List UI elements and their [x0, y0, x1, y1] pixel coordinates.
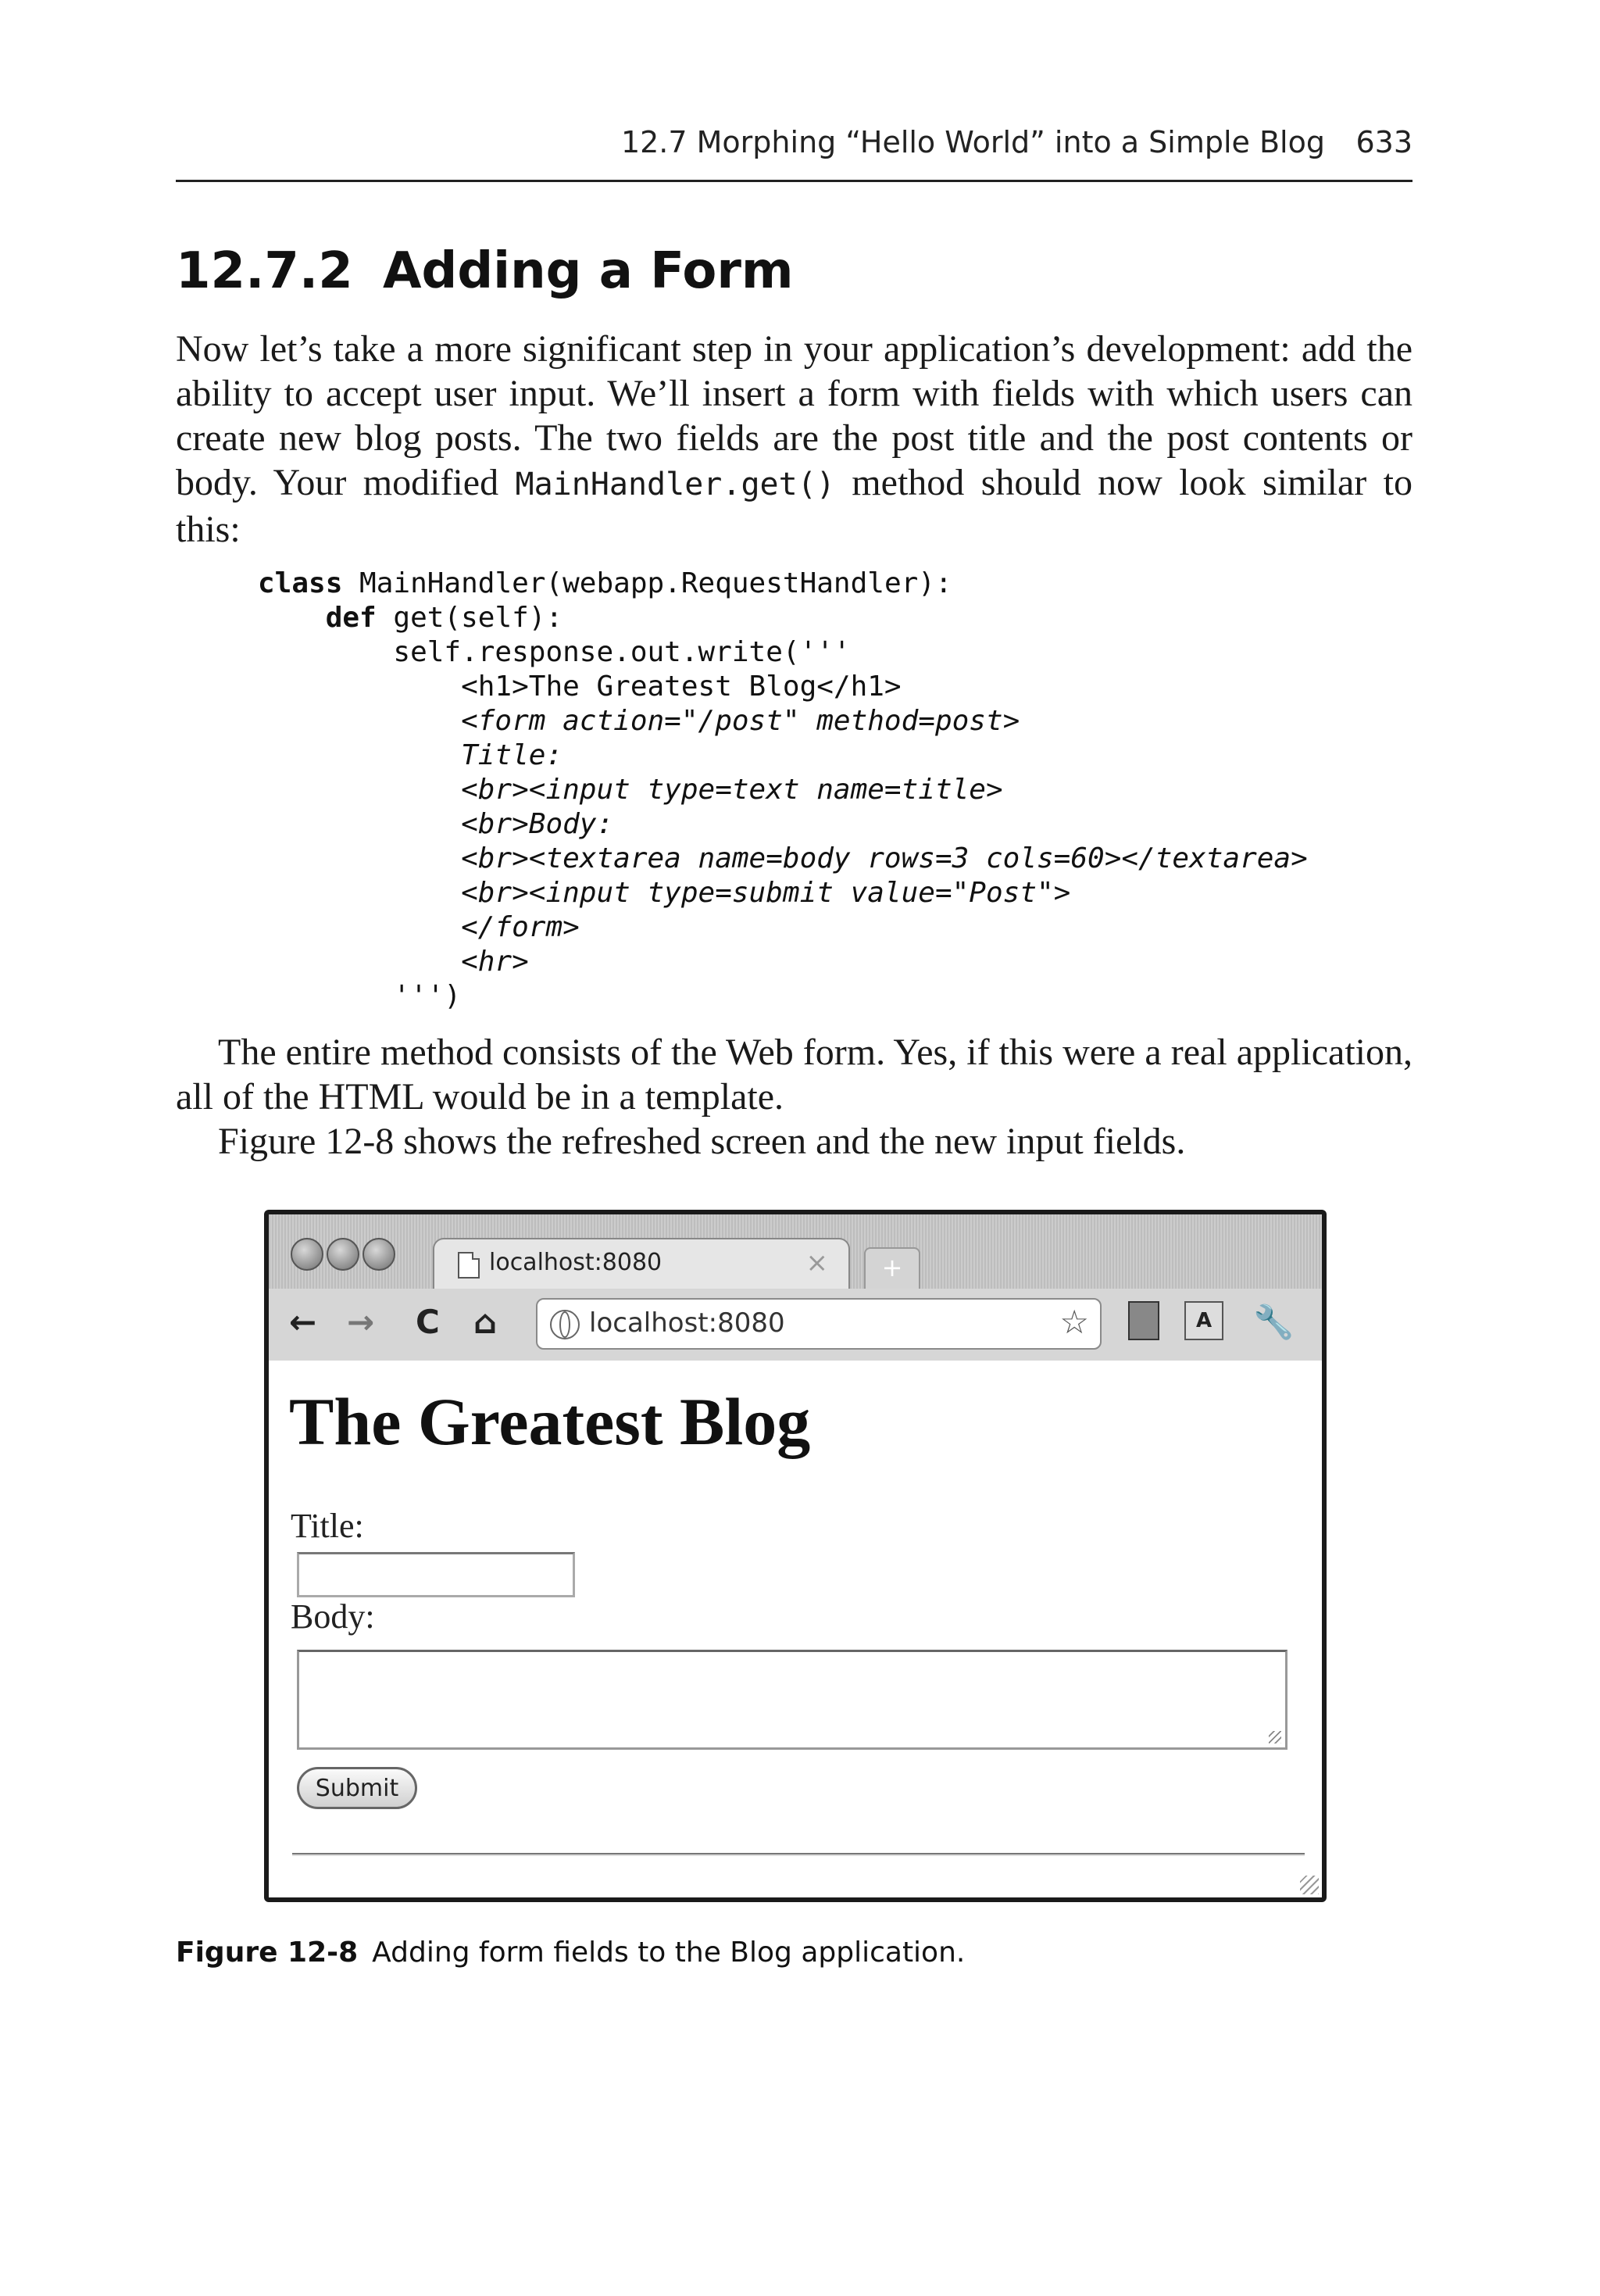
home-icon[interactable]: ⌂: [473, 1303, 498, 1341]
code-line-11: </form>: [258, 911, 580, 943]
running-header: [176, 117, 1412, 182]
blog-heading: The Greatest Blog: [289, 1384, 811, 1459]
section-number: 12.7.2: [176, 242, 353, 300]
zoom-window-button[interactable]: [362, 1238, 395, 1271]
bookmark-star-icon[interactable]: ☆: [1059, 1303, 1089, 1341]
code-listing: [258, 567, 1308, 1014]
browser-tab[interactable]: [433, 1238, 850, 1291]
new-tab-button[interactable]: +: [864, 1247, 920, 1291]
forward-arrow-icon[interactable]: →: [347, 1303, 375, 1341]
horizontal-rule: [292, 1853, 1305, 1856]
running-header-title: 12.7 Morphing “Hello World” into a Simple Blog: [620, 125, 1325, 159]
code-line-7: <br><input type=text name=title>: [258, 774, 1003, 806]
browser-screenshot-figure: [264, 1210, 1327, 1902]
window-resize-grip-icon[interactable]: [1300, 1876, 1319, 1894]
code-keyword-class: class: [258, 567, 343, 599]
section-title: Adding a Form: [383, 242, 794, 300]
code-line-9: <br><textarea name=body rows=3 cols=60></textarea>: [258, 842, 1308, 874]
body-label: Body:: [291, 1597, 375, 1636]
code-indent: [258, 602, 326, 634]
reload-icon[interactable]: C: [416, 1303, 440, 1341]
code-line-6: Title:: [258, 739, 563, 771]
browser-toolbar: [269, 1289, 1322, 1362]
address-bar-url: localhost:8080: [589, 1307, 785, 1339]
wrench-menu-icon[interactable]: 🔧: [1253, 1303, 1295, 1341]
inline-code: MainHandler.get(): [515, 467, 835, 502]
code-line-4: <h1>The Greatest Blog</h1>: [258, 671, 902, 703]
browser-titlebar: [269, 1214, 1322, 1289]
figure-caption: [176, 1937, 965, 1969]
code-line-13: '''): [258, 980, 462, 1012]
code-line-8: <br>Body:: [258, 808, 614, 840]
code-line-2: get(self):: [376, 602, 563, 634]
globe-icon: [550, 1310, 580, 1339]
minimize-window-button[interactable]: [327, 1238, 359, 1271]
browser-viewport: [269, 1361, 1322, 1897]
figure-reference-paragraph: Figure 12-8 shows the refreshed screen and the new input fields.: [218, 1121, 1186, 1162]
code-line-3: self.response.out.write(''': [258, 636, 851, 668]
page-menu-icon[interactable]: [1128, 1301, 1159, 1340]
submit-button[interactable]: Submit: [297, 1767, 417, 1809]
code-line-5: <form action="/post" method=post>: [258, 705, 1020, 737]
tab-close-icon[interactable]: ×: [805, 1247, 828, 1279]
body-textarea[interactable]: [297, 1650, 1288, 1750]
close-window-button[interactable]: [291, 1238, 323, 1271]
page-icon: [458, 1252, 480, 1279]
code-line-1: MainHandler(webapp.RequestHandler):: [342, 567, 952, 599]
figure-caption-text: Adding form fields to the Blog application.: [372, 1937, 966, 1969]
resize-grip-icon[interactable]: [1269, 1731, 1281, 1743]
code-keyword-def: def: [325, 602, 377, 634]
intro-text-end: method should now look similar to this:: [176, 462, 1412, 550]
section-heading: [176, 242, 794, 300]
figure-label: Figure 12-8: [176, 1937, 359, 1969]
code-line-12: <hr>: [258, 946, 529, 978]
back-arrow-icon[interactable]: ←: [289, 1303, 317, 1341]
tab-label: localhost:8080: [489, 1249, 662, 1276]
intro-paragraph: [176, 327, 1412, 552]
page-number: 633: [1355, 125, 1412, 159]
translate-extension-icon[interactable]: A: [1184, 1301, 1223, 1340]
intro-text-start: Now let’s take a more significant step in your application’s development: add the ability to accept user input. We’ll insert a form with fields with which users can create new blog posts. The two fields are the post title and the post contents or body. Your modified: [176, 328, 1412, 503]
method-paragraph: The entire method consists of the Web form. Yes, if this were a real application, all of the HTML would be in a template.: [176, 1032, 1412, 1118]
title-input[interactable]: [297, 1552, 575, 1597]
code-line-10: <br><input type=submit value="Post">: [258, 877, 1071, 909]
address-bar[interactable]: [536, 1298, 1102, 1350]
title-label: Title:: [291, 1507, 364, 1545]
